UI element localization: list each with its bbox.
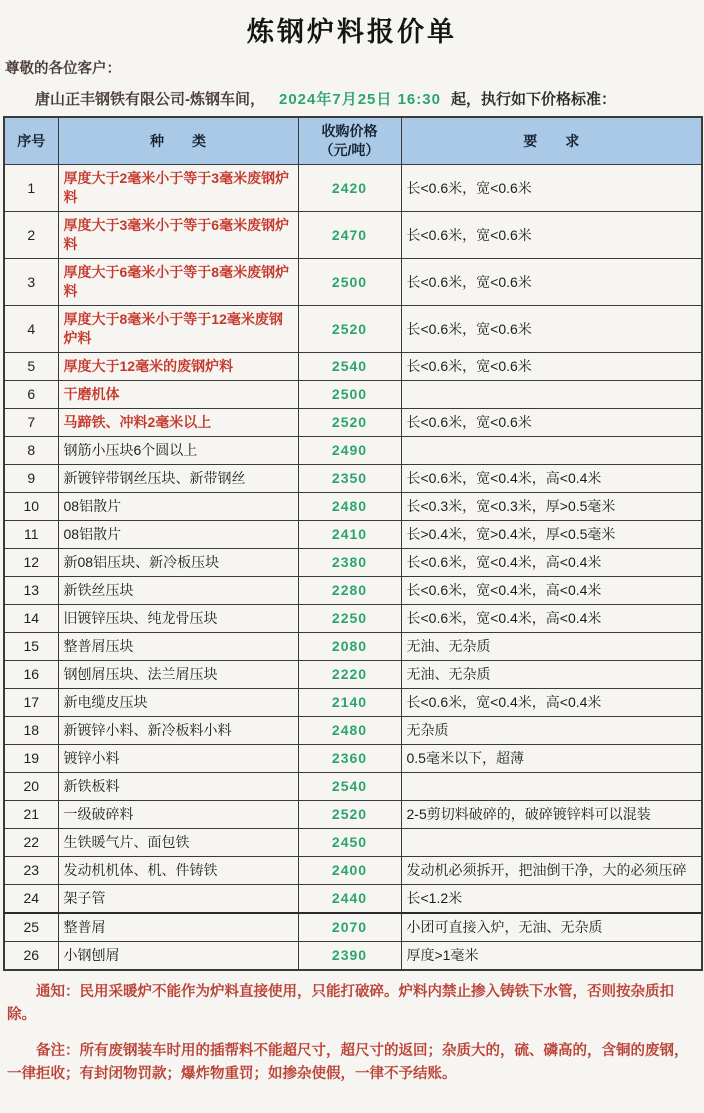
cell-price: 2250 (298, 605, 401, 633)
cell-no: 18 (4, 717, 58, 745)
cell-kind: 马蹄铁、冲料2毫米以上 (58, 409, 298, 437)
cell-price: 2080 (298, 633, 401, 661)
table-row (4, 942, 702, 971)
table-row (4, 381, 702, 409)
table-row (4, 353, 702, 381)
cell-price: 2410 (298, 521, 401, 549)
cell-req: 长<0.6米，宽<0.4米，高<0.4米 (401, 465, 702, 493)
cell-no: 15 (4, 633, 58, 661)
price-table-body (4, 165, 702, 971)
table-row (4, 605, 702, 633)
cell-no: 20 (4, 773, 58, 801)
cell-no: 9 (4, 465, 58, 493)
cell-price: 2470 (298, 212, 401, 259)
cell-req: 0.5毫米以下，超薄 (401, 745, 702, 773)
cell-req: 长<0.6米，宽<0.6米 (401, 353, 702, 381)
table-row (4, 521, 702, 549)
intro-line (5, 88, 701, 109)
cell-price: 2390 (298, 942, 401, 971)
cell-req: 无油、无杂质 (401, 661, 702, 689)
cell-no: 11 (4, 521, 58, 549)
cell-no: 4 (4, 306, 58, 353)
cell-price: 2440 (298, 885, 401, 914)
table-row (4, 465, 702, 493)
price-table (3, 116, 703, 971)
table-row (4, 306, 702, 353)
cell-no: 26 (4, 942, 58, 971)
table-row (4, 829, 702, 857)
cell-kind: 整普屑压块 (58, 633, 298, 661)
cell-req: 发动机必须拆开，把油倒干净，大的必须压碎 (401, 857, 702, 885)
table-row (4, 801, 702, 829)
cell-price: 2480 (298, 717, 401, 745)
cell-kind: 新电缆皮压块 (58, 689, 298, 717)
cell-price: 2380 (298, 549, 401, 577)
table-row (4, 773, 702, 801)
header-price-line2: （元/吨） (319, 142, 380, 158)
cell-price: 2360 (298, 745, 401, 773)
cell-no: 21 (4, 801, 58, 829)
page-title: 炼钢炉料报价单 (247, 17, 457, 47)
table-row (4, 212, 702, 259)
cell-req: 无油、无杂质 (401, 633, 702, 661)
cell-no: 14 (4, 605, 58, 633)
cell-req (401, 437, 702, 465)
cell-no: 25 (4, 913, 58, 942)
cell-no: 8 (4, 437, 58, 465)
header-price (298, 117, 401, 165)
table-row (4, 745, 702, 773)
cell-price: 2500 (298, 259, 401, 306)
table-row (4, 165, 702, 212)
table-row (4, 661, 702, 689)
cell-no: 17 (4, 689, 58, 717)
cell-req: 长>0.4米，宽>0.4米，厚<0.5毫米 (401, 521, 702, 549)
cell-price: 2480 (298, 493, 401, 521)
cell-kind: 生铁暖气片、面包铁 (58, 829, 298, 857)
cell-kind: 发动机机体、机、件铸铁 (58, 857, 298, 885)
header-price-line1: 收购价格 (321, 123, 378, 139)
table-row (4, 549, 702, 577)
cell-price: 2140 (298, 689, 401, 717)
cell-kind: 整普屑 (58, 913, 298, 942)
table-row (4, 633, 702, 661)
cell-kind: 新镀锌小料、新冷板料小料 (58, 717, 298, 745)
cell-req (401, 829, 702, 857)
cell-kind: 钢筋小压块6个圆以上 (58, 437, 298, 465)
table-row (4, 437, 702, 465)
intro-suffix: 起，执行如下价格标准： (450, 91, 616, 108)
table-row (4, 857, 702, 885)
cell-price: 2520 (298, 801, 401, 829)
cell-kind: 厚度大于12毫米的废钢炉料 (58, 353, 298, 381)
cell-kind: 新铁板料 (58, 773, 298, 801)
cell-kind: 08铝散片 (58, 493, 298, 521)
cell-kind: 新铁丝压块 (58, 577, 298, 605)
notice-paragraph: 通知：民用采暖炉不能作为炉料直接使用，只能打破碎。炉料内禁止掺入铸铁下水管，否则按杂质扣除。 (7, 984, 674, 1023)
cell-no: 23 (4, 857, 58, 885)
cell-req: 长<0.6米，宽<0.6米 (401, 409, 702, 437)
cell-no: 19 (4, 745, 58, 773)
cell-price: 2220 (298, 661, 401, 689)
cell-price: 2280 (298, 577, 401, 605)
cell-no: 6 (4, 381, 58, 409)
table-row (4, 577, 702, 605)
cell-kind: 钢刨屑压块、法兰屑压块 (58, 661, 298, 689)
cell-no: 16 (4, 661, 58, 689)
cell-price: 2520 (298, 409, 401, 437)
cell-price: 2070 (298, 913, 401, 942)
effective-datetime: 2024年7月25日 16:30 (279, 91, 441, 108)
cell-req: 无杂质 (401, 717, 702, 745)
cell-req: 小团可直接入炉，无油、无杂质 (401, 913, 702, 942)
cell-kind: 08铝散片 (58, 521, 298, 549)
cell-req: 长<0.6米，宽<0.6米 (401, 306, 702, 353)
cell-no: 10 (4, 493, 58, 521)
cell-kind: 小钢刨屑 (58, 942, 298, 971)
cell-req: 长<0.6米，宽<0.6米 (401, 212, 702, 259)
cell-no: 12 (4, 549, 58, 577)
cell-req: 厚度>1毫米 (401, 942, 702, 971)
header-kind: 种 类 (58, 117, 298, 165)
cell-req: 长<0.3米，宽<0.3米，厚>0.5毫米 (401, 493, 702, 521)
cell-no: 24 (4, 885, 58, 914)
cell-req: 长<0.6米，宽<0.6米 (401, 259, 702, 306)
table-row (4, 689, 702, 717)
table-row (4, 885, 702, 914)
header-req: 要 求 (401, 117, 702, 165)
cell-kind: 架子管 (58, 885, 298, 914)
table-row (4, 259, 702, 306)
table-row (4, 913, 702, 942)
cell-no: 3 (4, 259, 58, 306)
cell-no: 2 (4, 212, 58, 259)
cell-kind: 新镀锌带钢丝压块、新带钢丝 (58, 465, 298, 493)
cell-req: 长<0.6米，宽<0.4米，高<0.4米 (401, 605, 702, 633)
cell-kind: 新08铝压块、新冷板压块 (58, 549, 298, 577)
cell-kind: 干磨机体 (58, 381, 298, 409)
greeting-line: 尊敬的各位客户： (5, 61, 121, 77)
cell-req (401, 773, 702, 801)
cell-no: 13 (4, 577, 58, 605)
cell-no: 7 (4, 409, 58, 437)
cell-price: 2540 (298, 353, 401, 381)
cell-price: 2450 (298, 829, 401, 857)
cell-price: 2500 (298, 381, 401, 409)
table-row (4, 409, 702, 437)
cell-price: 2400 (298, 857, 401, 885)
cell-kind: 旧镀锌压块、纯龙骨压块 (58, 605, 298, 633)
cell-price: 2350 (298, 465, 401, 493)
cell-req: 长<0.6米，宽<0.4米，高<0.4米 (401, 689, 702, 717)
cell-price: 2540 (298, 773, 401, 801)
table-row (4, 717, 702, 745)
cell-kind: 一级破碎料 (58, 801, 298, 829)
cell-no: 1 (4, 165, 58, 212)
table-header-row (4, 117, 702, 165)
company-name: 唐山正丰钢铁有限公司-炼钢车间， (35, 91, 265, 108)
cell-price: 2420 (298, 165, 401, 212)
notes-section (7, 981, 697, 1086)
cell-kind: 镀锌小料 (58, 745, 298, 773)
remark-paragraph: 备注：所有废钢装车时用的插帮料不能超尺寸，超尺寸的返回；杂质大的，硫、磷高的，含铜的废钢，一律拒收；有封闭物罚款；爆炸物重罚；如掺杂使假，一律不予结账。 (7, 1043, 689, 1082)
cell-req: 长<0.6米，宽<0.6米 (401, 165, 702, 212)
cell-kind: 厚度大于8毫米小于等于12毫米废钢炉料 (58, 306, 298, 353)
cell-req (401, 381, 702, 409)
header-no: 序号 (4, 117, 58, 165)
cell-kind: 厚度大于3毫米小于等于6毫米废钢炉料 (58, 212, 298, 259)
cell-req: 2-5剪切料破碎的，破碎镀锌料可以混装 (401, 801, 702, 829)
table-row (4, 493, 702, 521)
cell-price: 2520 (298, 306, 401, 353)
cell-req: 长<1.2米 (401, 885, 702, 914)
cell-req: 长<0.6米，宽<0.4米，高<0.4米 (401, 577, 702, 605)
cell-req: 长<0.6米，宽<0.4米，高<0.4米 (401, 549, 702, 577)
cell-kind: 厚度大于2毫米小于等于3毫米废钢炉料 (58, 165, 298, 212)
cell-price: 2490 (298, 437, 401, 465)
cell-no: 22 (4, 829, 58, 857)
cell-no: 5 (4, 353, 58, 381)
cell-kind: 厚度大于6毫米小于等于8毫米废钢炉料 (58, 259, 298, 306)
